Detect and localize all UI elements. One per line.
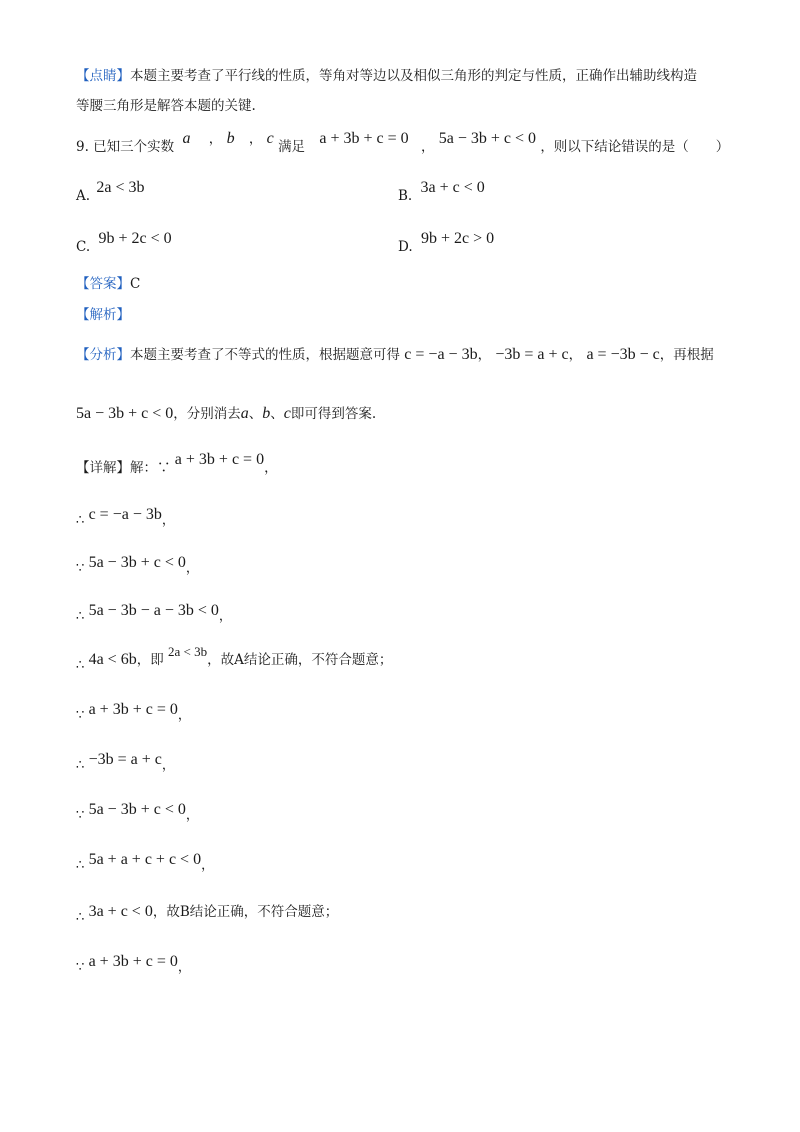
dianjing-tag: 【点睛】	[76, 68, 130, 84]
detail-step-7: −3b = a + c	[88, 751, 162, 768]
var-b: b	[226, 130, 235, 147]
question-prefix: 9. 已知三个实数	[76, 139, 175, 155]
conclusion-a: ，故A结论正确，不符合题意；	[207, 652, 393, 668]
fenxi-var-b: b	[262, 405, 271, 422]
option-d	[398, 230, 495, 257]
comma: ，	[201, 858, 215, 873]
because-sym: ∵	[76, 561, 85, 576]
option-c-label: C.	[76, 239, 91, 255]
detail-line-6	[76, 700, 191, 721]
answer-tag: 【答案】	[76, 276, 130, 292]
option-c	[76, 230, 172, 257]
therefore-sym: ∴	[76, 910, 85, 925]
because-sym: ∵	[76, 708, 85, 723]
comma: ，	[264, 460, 278, 476]
dianjing-line-2	[76, 96, 256, 116]
conclusion-b: ，故B结论正确，不符合题意；	[152, 904, 339, 920]
therefore-sym: ∴	[76, 513, 85, 528]
fenxi-sep-2: 、	[270, 406, 284, 422]
analysis-tag: 【解析】	[76, 307, 130, 323]
detail-line-11	[76, 952, 191, 973]
answer-line	[76, 274, 140, 294]
therefore-sym: ∴	[76, 858, 85, 873]
detail-line-4	[76, 601, 232, 622]
therefore-sym: ∴	[76, 658, 85, 673]
fenxi-sep-1: 、	[248, 406, 263, 422]
comma: ，	[161, 513, 175, 528]
var-a: a	[182, 130, 191, 147]
fenxi-comma-2: ，	[568, 347, 583, 363]
comma: ，	[177, 960, 191, 975]
question-stem	[76, 130, 730, 157]
option-b-expr: 3a + c < 0	[420, 179, 485, 196]
comma: ，	[185, 808, 199, 823]
detail-tag: 【详解】	[76, 460, 130, 476]
fenxi-expr-4: 5a − 3b + c < 0	[76, 405, 174, 422]
dianjing-text-2: 等腰三角形是解答本题的关键.	[76, 98, 256, 114]
comma-1: ，	[208, 131, 223, 147]
fenxi-line-1	[76, 345, 714, 365]
fenxi-text-2: ，再根据	[659, 347, 714, 363]
option-a-label: A.	[76, 188, 91, 204]
detail-step-9: 5a + a + c + c < 0	[88, 851, 202, 868]
option-a	[76, 179, 145, 206]
dianjing-text-1: 本题主要考查了平行线的性质，等角对等边以及相似三角形的判定与性质，正确作出辅助线构造	[130, 68, 697, 84]
comma: ，	[177, 708, 191, 723]
condition-ineq-2: 5a − 3b + c < 0	[438, 130, 537, 147]
fenxi-line-2	[76, 404, 376, 424]
dianjing-line-1	[76, 66, 697, 86]
fenxi-text-4: 即可得到答案.	[290, 406, 377, 422]
detail-line-2	[76, 505, 175, 526]
fenxi-text-1: 本题主要考查了不等式的性质，根据题意可得	[130, 347, 400, 363]
detail-line-8	[76, 800, 199, 821]
because-sym: ∵	[76, 808, 85, 823]
detail-line-9	[76, 850, 214, 871]
answer-value: C	[130, 276, 141, 292]
therefore-sym: ∴	[76, 758, 85, 773]
detail-step-10: 3a + c < 0	[88, 903, 153, 920]
comma-2: ，	[248, 131, 263, 147]
fenxi-expr-3: a = −3b − c	[586, 346, 660, 363]
detail-step-6: a + 3b + c = 0	[88, 701, 178, 718]
option-b-label: B.	[398, 188, 413, 204]
detail-step-5: 4a < 6b	[88, 651, 137, 668]
because-sym: ∵	[157, 460, 171, 476]
detail-step-11: a + 3b + c = 0	[88, 953, 178, 970]
comma: ，	[218, 609, 232, 624]
detail-solve: 解：	[130, 460, 157, 476]
detail-line-10	[76, 902, 338, 923]
option-a-expr: 2a < 3b	[96, 179, 145, 196]
analysis-line	[76, 305, 130, 325]
question-suffix: ，则以下结论错误的是（ ）	[540, 139, 730, 155]
ji-text: ，即	[136, 652, 164, 668]
detail-step-5b: 2a < 3b	[168, 644, 208, 659]
fenxi-var-c: c	[283, 405, 291, 422]
fenxi-var-a: a	[240, 405, 249, 422]
detail-step-1: a + 3b + c = 0	[174, 451, 265, 468]
fenxi-expr-1: c = −a − 3b	[404, 346, 478, 363]
detail-step-3: 5a − 3b + c < 0	[88, 554, 186, 571]
comma: ，	[185, 561, 199, 576]
fenxi-text-3: ，分别消去	[173, 406, 241, 422]
detail-step-8: 5a − 3b + c < 0	[88, 801, 186, 818]
var-c: c	[266, 130, 274, 147]
fenxi-expr-2: −3b = a + c	[495, 346, 569, 363]
detail-step-4: 5a − 3b − a − 3b < 0	[88, 602, 219, 619]
because-sym: ∵	[76, 960, 85, 975]
therefore-sym: ∴	[76, 609, 85, 624]
condition-eq-1: a + 3b + c = 0	[319, 130, 409, 147]
detail-line-5	[76, 644, 393, 673]
satisfy-text: 满足	[278, 139, 306, 155]
detail-line-7	[76, 750, 175, 771]
comma: ，	[161, 758, 175, 773]
comma-3: ，	[420, 139, 435, 155]
fenxi-tag: 【分析】	[76, 347, 130, 363]
option-c-expr: 9b + 2c < 0	[98, 230, 172, 247]
detail-line-3	[76, 553, 199, 574]
detail-step-2: c = −a − 3b	[88, 506, 162, 523]
option-d-expr: 9b + 2c > 0	[420, 230, 495, 247]
fenxi-comma-1: ，	[477, 347, 492, 363]
option-b	[398, 179, 485, 206]
option-d-label: D.	[398, 239, 413, 255]
detail-line-1	[76, 451, 278, 478]
